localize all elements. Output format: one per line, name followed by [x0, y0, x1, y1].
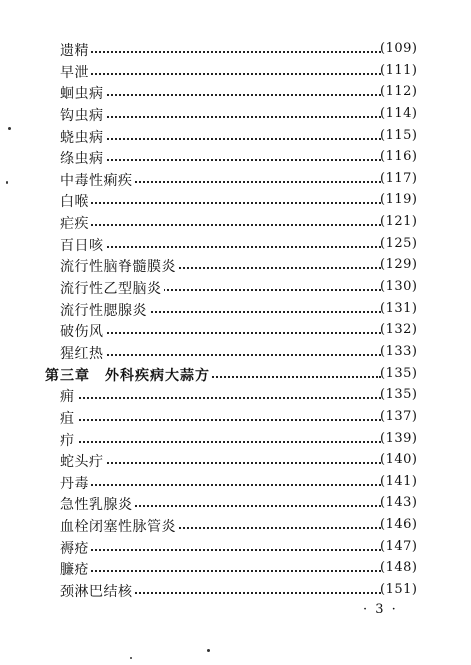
- toc-entry: [0, 188, 471, 210]
- toc-entry-title: 遗精: [60, 40, 91, 60]
- toc-entry-page: (109): [380, 41, 418, 56]
- toc-entry-page: (151): [380, 582, 418, 598]
- toc-entry: [0, 253, 471, 275]
- dot-leader: [60, 419, 381, 421]
- dot-leader: [60, 159, 381, 161]
- scan-speck: [6, 181, 8, 184]
- toc-entry: [0, 145, 471, 167]
- dot-leader: [60, 397, 381, 399]
- toc-entry-title: 蛲虫病: [60, 127, 106, 147]
- toc-entry-title: 流行性脑脊髓膜炎: [60, 256, 178, 276]
- dot-leader: [60, 332, 381, 334]
- toc-entry-page: (114): [380, 105, 418, 121]
- toc-entry-title: 颈淋巴结核: [60, 581, 135, 601]
- dot-leader: [60, 484, 381, 486]
- toc-entry-page: (133): [380, 343, 418, 359]
- toc-entry-page: (111): [380, 62, 418, 78]
- toc-entry-title: 蛇头疔: [60, 451, 106, 471]
- toc-entry: [0, 535, 471, 557]
- toc-entry-page: (147): [380, 538, 418, 554]
- toc-entry-title: 臁疮: [60, 559, 91, 579]
- toc-entry: [0, 275, 471, 297]
- toc-entry: [0, 318, 471, 340]
- toc-entry: [0, 232, 471, 254]
- toc-entry-title: 血栓闭塞性脉管炎: [60, 516, 178, 536]
- toc-entry-title: 中毒性痢疾: [60, 170, 135, 190]
- toc-entry: [0, 59, 471, 81]
- toc-entry-page: (130): [380, 279, 418, 295]
- toc-entry-title: 疽: [60, 408, 77, 428]
- toc-entry: [0, 124, 471, 146]
- toc-entry-title: 流行性乙型脑炎: [60, 278, 164, 298]
- toc-entry-page: (132): [380, 322, 418, 338]
- toc-entry-title: 猩红热: [60, 343, 106, 363]
- dot-leader: [60, 462, 381, 464]
- table-of-contents: [0, 37, 471, 600]
- toc-entry-page: (141): [380, 473, 418, 489]
- toc-entry-title: 褥疮: [60, 538, 91, 558]
- dot-leader: [60, 354, 381, 356]
- toc-entry: [0, 427, 471, 449]
- toc-entry-title: 疖: [60, 430, 77, 450]
- toc-entry: [0, 556, 471, 578]
- scan-speck: [8, 127, 11, 130]
- dot-leader: [60, 138, 381, 140]
- toc-entry-page: (119): [380, 192, 418, 208]
- dot-leader: [60, 94, 381, 96]
- toc-entry-title: 丹毒: [60, 473, 91, 493]
- scan-speck: [130, 657, 132, 659]
- toc-entry-page: (146): [380, 517, 418, 533]
- toc-entry-page: (112): [380, 84, 418, 100]
- toc-entry: [0, 297, 471, 319]
- dot-leader: [60, 116, 381, 118]
- toc-entry: [0, 80, 471, 102]
- dot-leader: [60, 51, 381, 53]
- toc-entry-title: 白喉: [60, 191, 91, 211]
- toc-entry: [0, 340, 471, 362]
- dot-leader: [60, 570, 381, 572]
- toc-entry: [0, 491, 471, 513]
- toc-entry: [0, 167, 471, 189]
- toc-chapter-heading: [0, 362, 471, 384]
- toc-entry-title: 流行性腮腺炎: [60, 300, 149, 320]
- toc-entry-page: (148): [380, 560, 418, 576]
- toc-entry: [0, 578, 471, 600]
- toc-entry-title: 早泄: [60, 62, 91, 82]
- toc-entry-title: 破伤风: [60, 321, 106, 341]
- toc-entry: [0, 102, 471, 124]
- scan-speck: [207, 649, 210, 652]
- toc-entry-page: (116): [380, 149, 418, 165]
- toc-entry-title: 百日咳: [60, 235, 106, 255]
- toc-entry-page: (135): [380, 387, 418, 403]
- dot-leader: [60, 73, 381, 75]
- toc-entry-page: (115): [380, 127, 418, 143]
- toc-entry-page: (131): [380, 300, 418, 316]
- toc-entry-page: (143): [380, 495, 418, 511]
- toc-entry: [0, 383, 471, 405]
- toc-entry-title: 第三章 外科疾病大蒜方: [45, 365, 212, 385]
- toc-entry-title: 蛔虫病: [60, 83, 106, 103]
- toc-entry-title: 绦虫病: [60, 148, 106, 168]
- dot-leader: [60, 202, 381, 204]
- toc-entry: [0, 448, 471, 470]
- toc-entry-page: (137): [380, 408, 418, 424]
- dot-leader: [60, 441, 381, 443]
- toc-entry-page: (140): [380, 452, 418, 468]
- toc-entry: [0, 210, 471, 232]
- toc-entry-page: (125): [380, 235, 418, 251]
- toc-entry-title: 痈: [60, 386, 77, 406]
- toc-entry: [0, 405, 471, 427]
- toc-entry-page: (121): [380, 214, 418, 230]
- toc-entry-title: 钩虫病: [60, 105, 106, 125]
- toc-entry-title: 急性乳腺炎: [60, 494, 135, 514]
- toc-entry-page: (117): [380, 170, 418, 186]
- toc-entry-page: (135): [380, 365, 418, 381]
- toc-entry: [0, 470, 471, 492]
- page-number: · 3 ·: [363, 602, 398, 617]
- toc-entry: [0, 513, 471, 535]
- dot-leader: [60, 224, 381, 226]
- toc-entry: [0, 37, 471, 59]
- toc-entry-page: (129): [380, 257, 418, 273]
- dot-leader: [60, 549, 381, 551]
- toc-entry-page: (139): [380, 430, 418, 446]
- toc-entry-title: 疟疾: [60, 213, 91, 233]
- dot-leader: [60, 246, 381, 248]
